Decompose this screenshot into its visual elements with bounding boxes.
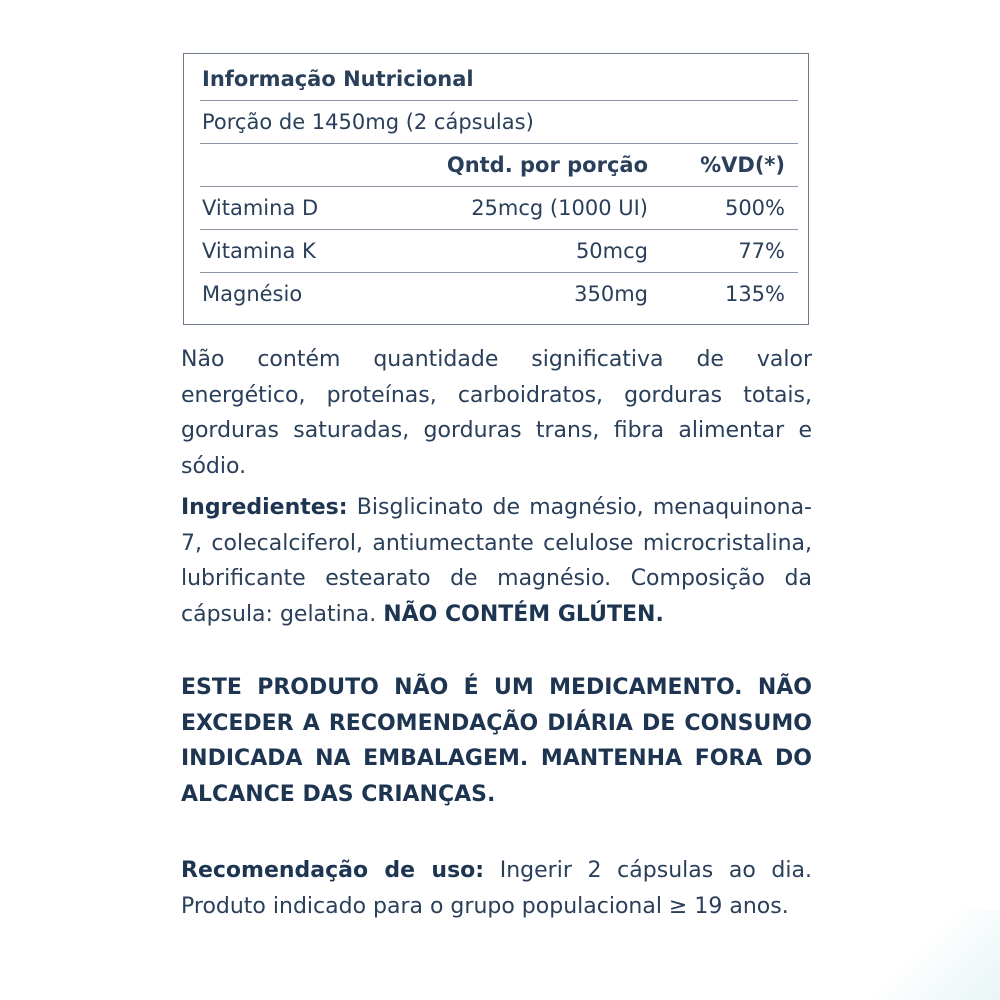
- background-decoration: [860, 910, 1000, 1000]
- nutrient-name: Vitamina D: [202, 196, 319, 220]
- nutrient-name: Magnésio: [202, 282, 303, 306]
- usage-text: Ingerir 2 cápsulas ao dia. Produto indicado para o grupo populacional ≥ 19 anos.: [181, 858, 812, 919]
- ingredients-text: Bisglicinato de magnésio, menaquinona-7, colecalciferol, antiumectante celulose microcristalina, lubrificante estearato de magnésio. Composição da cápsula: gelatina.: [181, 495, 812, 627]
- nutrient-qty: 50mcg: [575, 239, 648, 263]
- serving-size: Porção de 1450mg (2 cápsulas): [202, 110, 534, 134]
- ingredients-paragraph: [181, 490, 812, 632]
- nutrient-vd: 135%: [724, 282, 785, 306]
- nutritional-notice: Não contém quantidade significativa de valor energético, proteínas, carboidratos, gorduras totais, gorduras saturadas, gorduras trans, fibra alimentar e sódio.: [181, 347, 812, 479]
- column-header-qty: Qntd. por porção: [446, 153, 648, 177]
- nutrient-qty: 350mg: [574, 282, 648, 306]
- nutrition-title: Informação Nutricional: [202, 67, 474, 91]
- table-row: [200, 230, 798, 273]
- nutrition-title-row: [200, 58, 798, 101]
- nutrient-qty: 25mcg (1000 UI): [471, 196, 648, 220]
- nutrient-name: Vitamina K: [202, 239, 316, 263]
- warning-paragraph: ESTE PRODUTO NÃO É UM MEDICAMENTO. NÃO EXCEDER A RECOMENDAÇÃO DIÁRIA DE CONSUMO INDICADA NA EMBALAGEM. MANTENHA FORA DO ALCANCE DAS CRIANÇAS.: [181, 675, 812, 807]
- gluten-notice: NÃO CONTÉM GLÚTEN.: [383, 601, 664, 627]
- column-header-vd: %VD(*): [700, 153, 785, 177]
- table-row: [200, 273, 798, 316]
- table-header-row: [200, 144, 798, 187]
- nutrient-vd: 77%: [738, 239, 785, 263]
- table-row: [200, 187, 798, 230]
- serving-row: [200, 101, 798, 144]
- nutrient-vd: 500%: [724, 196, 785, 220]
- usage-paragraph: [181, 853, 812, 924]
- ingredients-label: Ingredientes:: [181, 495, 348, 520]
- usage-label: Recomendação de uso:: [181, 858, 485, 883]
- nutrition-facts-table: [183, 53, 809, 325]
